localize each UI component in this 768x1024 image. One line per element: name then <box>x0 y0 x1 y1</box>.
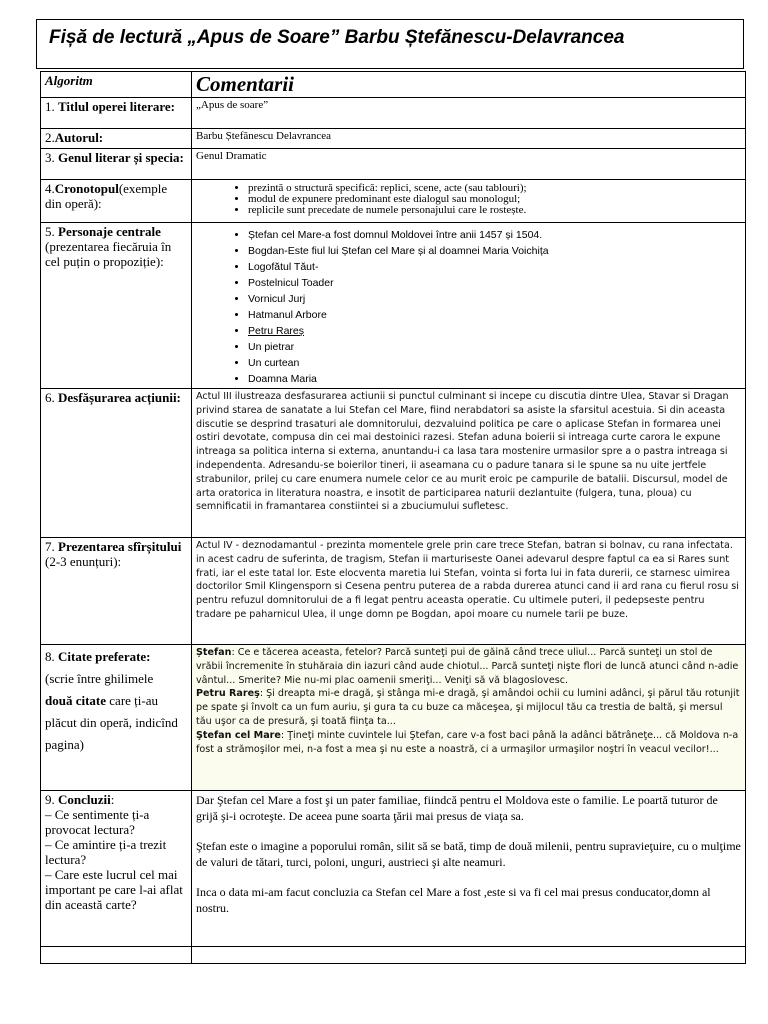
title-box <box>36 19 744 69</box>
header-algoritm: Algoritm <box>41 72 192 98</box>
action-text: Actul III ilustreaza desfasurarea actiunii si punctul culminant si incepe cu discutia dintre Ulea, Stavar si Dragan privind starea de sanatate a lui Stefan cel Mare, fiind nerabdatori sa asiste la sfarsitul acestuia. Si din aceasta discutie se desprind trasaturi ale domnitorului, dezvaluind politica pe care o aplicase Stefan in formarea unei ostiri devotate, compusa din cei mai destoinici razesi. Stefan aduna boierii si intreaga curte carora le expune intreaga sa politica interna si externa, anuntandu-i ca lasa tara mostenire urmasilor spre a o pastra intreaga si independenta. Adresandu-se boierilor tineri, ii aseamana cu o padure tanara si le spune sa nu uite jertfele strabunilor, prilej cu care enumera numele celor ce au murit eroic pe campurile de batalii. Discursul, model de arta oratorica in literatura noastra, e insotit de participarea naturii dezlantuite (fulgera, tuna, ploua) cu semnificatii in framantarea constiintei si a zbuciumului sufletesc. <box>192 389 746 538</box>
row-number: 3. <box>45 150 55 165</box>
conclusion-paragraph: Inca o data mi-am facut concluzia ca Stefan cel Mare a fost ,este si va fi cel mai presus conducator,domn al nostru. <box>196 885 711 915</box>
row-note: (2-3 enunțuri): <box>45 554 122 569</box>
quote-2 <box>196 687 741 728</box>
row-number: 9. <box>45 792 55 807</box>
list-item: • Bogdan-Este fiul lui Ștefan cel Mare și al doamnei Maria Voichița <box>248 243 741 259</box>
empty-cell <box>192 947 746 964</box>
row-number: 6. <box>45 390 55 405</box>
quote-1 <box>196 646 741 687</box>
list-item: • Hatmanul Arbore <box>248 307 741 323</box>
row-title <box>41 98 746 129</box>
quote-speaker: Petru Rareş <box>196 688 260 700</box>
empty-row <box>41 947 746 964</box>
list-item: • Un curtean <box>248 355 741 371</box>
row-number: 7. <box>45 539 55 554</box>
quote-speaker: Ștefan <box>196 647 232 658</box>
characters-list <box>196 227 741 387</box>
row-label: Titlul operei literare: <box>58 99 175 114</box>
list-item: • Petru Rareș <box>248 323 741 339</box>
row-number: 2. <box>45 130 55 145</box>
row-number: 4. <box>45 181 55 196</box>
conclusion-paragraph: Dar Ştefan cel Mare a fost şi un pater familiae, fiindcă pentru el Moldova este o familie. Le poartă tuturor de grijă şi-i ocroteşte. De aceea pune soarta ţării mai presus de viaţa sa. <box>196 793 718 823</box>
list-item: • prezintă o structură specifică: replici, scene, acte (sau tablouri); <box>248 183 741 194</box>
row-label: Desfășurarea acțiunii: <box>58 390 181 405</box>
row-chronotope <box>41 180 746 223</box>
list-item: • Ștefan cel Mare-a fost domnul Moldovei între anii 1457 și 1504. <box>248 227 741 243</box>
row-genre <box>41 149 746 180</box>
list-item: • replicile sunt precedate de numele personajului care le rostește. <box>248 205 741 216</box>
ending-text: Actul IV - deznodamantul - prezinta momentele grele prin care trece Stefan, batran si bolnav, cu rana infectata. in acest cadru de suferinta, de tragism, Stefan ii marturiseste Oanei adevarul despre faptul ca ea si Rares sunt frati, iar el este tatal lor. Este elocventa maretia lui Stefan, vointa si forta lui in fata durerii, ce starnesc uimirea doctorilor Smil Klingensporn si Cesena pentru puterea de a rabda durerea atunci cand ii ard rana cu fierul rosu si pentru refuzul domnitorului de a fi legat pentru aceasta operatie. Cu ultimele puteri, il pedepseste pentru tradare pe paharnicul Ulea, il unge domn pe Bogdan, apoi moare cu numele tarii pe buze. <box>192 538 746 645</box>
empty-cell <box>41 947 192 964</box>
row-label: Citate preferate: <box>58 649 151 664</box>
quote-3 <box>196 729 741 757</box>
row-number: 5. <box>45 224 55 239</box>
question-2: – Ce amintire ți-a trezit lectura? <box>45 837 167 867</box>
row-characters <box>41 223 746 389</box>
list-item: • modul de expunere predominant este dialogul sau monologul; <box>248 194 741 205</box>
question-3: – Care este lucrul cel mai important pe care l-ai aflat din această carte? <box>45 867 183 912</box>
list-item: • Postelnicul Toader <box>248 275 741 291</box>
question-1: – Ce sentimente ți-a provocat lectura? <box>45 807 150 837</box>
reading-sheet-table <box>40 71 746 964</box>
row-note: care ți-au plăcut din operă, indicînd pagina) <box>45 693 178 752</box>
row-note: (exemple din operă): <box>45 181 168 211</box>
row-label: Prezentarea sfîrșitului <box>58 539 182 554</box>
row-label: Cronotopul <box>54 181 119 196</box>
value-genre: Genul Dramatic <box>192 149 746 180</box>
row-author <box>41 129 746 149</box>
row-label: Concluzii <box>58 792 111 807</box>
value-title: „Apus de soare” <box>192 98 746 129</box>
list-item: • Logofătul Tăut- <box>248 259 741 275</box>
chronotope-list <box>196 183 741 216</box>
list-item: • Un pietrar <box>248 339 741 355</box>
row-quotes <box>41 645 746 791</box>
quote-text: : Şi dreapta mi-e dragă, şi stânga mi-e dragă, şi amândoi ochii cu lumini adânci, şi părul tău rotunjit pe spate şi învolt ca un fum auriu, şi gura ta cu buze ca măceşea, şi mijlocul tău ca trestia de baltă, şi mersul tău uşor ca de presură, şi toată fiinţa ta... <box>196 688 740 727</box>
row-note: (prezentarea fiecăruia în cel puțin o propoziție): <box>45 239 172 269</box>
header-row <box>41 72 746 98</box>
quote-speaker: Ştefan cel Mare <box>196 729 281 741</box>
row-label: Personaje centrale <box>58 224 161 239</box>
row-note: (scrie între ghilimele <box>45 671 154 686</box>
row-conclusions: 9. Concluzii: – Ce sentimente ți-a provocat lectura? – Ce amintire ți-a trezit lectura? – Care este lucrul cel mai important pe care l-ai aflat din această carte? Dar Ştefan cel Mare a fost şi un pater familiae, fiindcă pentru el Moldova este o familie. Le poartă tuturor de grijă şi-i ocroteşte. De aceea pune soarta ţării mai presus de viaţa sa. Ştefan este o imagine a poporului român, silit să se bată, timp de două milenii, pentru supravieţuire, cu o mulţime de valuri de tătari, turci, poloni, unguri, austrieci şi alte neamuri. Inca o data mi-am facut concluzia ca Stefan cel Mare a fost ,este si va fi cel mai presus conducator,domn al nostru. <box>41 791 746 947</box>
row-number: 8. <box>45 649 55 664</box>
header-comentarii: Comentarii <box>192 72 746 98</box>
row-action <box>41 389 746 538</box>
list-item: • Doamna Maria <box>248 371 741 387</box>
row-label: Genul literar și specia: <box>58 150 184 165</box>
quote-text: : Ce e tăcerea aceasta, fetelor? Parcă sunteţi pui de găină când trece uliul... Parcă sunteţi un stol de vrăbii încremenite în stuhăraia din iazuri când aude chiotul... Parcă sunteţi nişte flori de luncă atunci când n-adie vântul... Smerite? Mie nu-mi plac oamenii smeriţi... Veniţi să vă blagoslovesc. <box>196 647 739 686</box>
conclusion-paragraph: Ştefan este o imagine a poporului român, silit să se bată, timp de două milenii, pentru supravieţuire, cu o mulţime de valuri de tătari, turci, poloni, unguri, austrieci şi alte neamuri. <box>196 839 741 869</box>
quote-text: : Ţineţi minte cuvintele lui Ştefan, care v-a fost baci până la adânci bătrâneţe... că Moldova n-a fost a strămoşilor mei, n-a fost a mea şi nu este a noastră, ci a urmaşilor urmaşilor noştri în veacul vecilor!... <box>196 729 739 755</box>
row-number: 1. <box>45 99 55 114</box>
list-item: • Vornicul Jurj <box>248 291 741 307</box>
row-note-bold: două citate <box>45 693 107 708</box>
value-author: Barbu Ștefănescu Delavrancea <box>192 129 746 149</box>
row-label: Autorul: <box>54 130 104 145</box>
document-title: Fișă de lectură „Apus de Soare” Barbu Ștefănescu-Delavrancea <box>49 27 625 48</box>
row-ending <box>41 538 746 645</box>
